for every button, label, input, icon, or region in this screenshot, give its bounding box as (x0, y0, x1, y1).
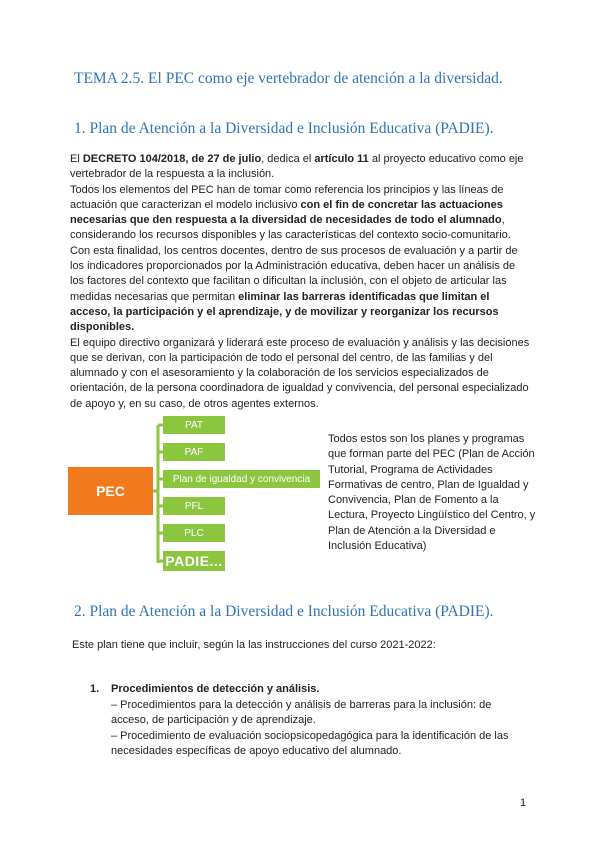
plan-box-igualdad: Plan de igualdad y convivencia (163, 470, 320, 488)
page-number: 1 (520, 797, 527, 809)
plan-box-padie: PADIE... (163, 551, 225, 571)
text-run: , considerando los recursos disponibles y las características del contexto socio-comunitario. Con esta finalidad, los centros docentes, dentro de sus procesos de evaluación y a partir de los indicadores proporcionados por la Administración educativa, deben hacer un análisis de los factores del contexto que facilitan o dificultan la inclusión, con el objeto de articular las medidas necesarias que permitan (70, 214, 518, 303)
plan-box-paf: PAF (163, 443, 225, 461)
list-item: – Procedimientos para la detección y análisis de barreras para la inclusión: de acceso, de participación y de aprendizaje. (111, 699, 492, 727)
list-heading: Procedimientos de detección y análisis. (111, 683, 320, 695)
bold-run: eliminar las barreras identificadas que limitan el acceso, la participación y el aprendizaje, y de movilizar y reorganizar los recursos disponibles. (70, 290, 499, 334)
plan-box-pat: PAT (163, 416, 225, 434)
section-1-heading: 1. Plan de Atención a la Diversidad e Inclusión Educativa (PADIE). (74, 120, 494, 137)
bold-run: con el fin de concretar las actuaciones necesarias que den respuesta a la diversidad de necesidades de todo el alumnado (70, 198, 503, 227)
section-2-heading: 2. Plan de Atención a la Diversidad e Inclusión Educativa (PADIE). (74, 603, 494, 620)
text-run: al proyecto educativo como eje vertebrador de la respuesta a la inclusión. (70, 153, 524, 181)
list-number: 1. (90, 683, 100, 695)
text-run: Todos los elementos del PEC han de tomar como referencia los principios y las líneas de actuación que caracterizan el modelo inclusivo (70, 183, 504, 211)
pec-box: PEC (68, 467, 153, 515)
list-item: – Procedimiento de evaluación sociopsicopedagógica para la identificación de las necesidades específicas de apoyo educativo del alumnado. (111, 729, 509, 757)
bold-run: DECRETO 104/2018, de 27 de julio (82, 153, 262, 165)
diagram-description: Todos estos son los planes y programas que forman parte del PEC (Plan de Acción Tutorial, Programa de Actividades Formativas de centro, Plan de Igualdad y Convivencia, Plan de Fomento a la Lectura, Proyecto Lingüístico del Centro, y Plan de Atención a la Diversidad e Inclusión Educativa) (328, 433, 536, 553)
text-run: , dedica el (261, 153, 315, 165)
list-items (111, 698, 531, 759)
paragraph-equipo: El equipo directivo organizará y liderará este proceso de evaluación y análisis y las decisiones que se derivan, con la participación de todo el personal del centro, de las familias y del alumnado y con el asesoramiento y la colaboración de los servicios especializados de orientación, de la persona coordinadora de igualdad y convivencia, del personal especializado de apoyo y, en su caso, de otros agentes externos. (70, 336, 530, 410)
section-2-intro: Este plan tiene que incluir, según la las instrucciones del curso 2021-2022: (72, 639, 436, 651)
plan-box-pfl: PFL (163, 497, 225, 515)
bold-run: artículo 11 (314, 153, 369, 165)
page-title: TEMA 2.5. El PEC como eje vertebrador de atención a la diversidad. (74, 70, 503, 87)
text-run: El (70, 153, 83, 165)
plan-box-plc: PLC (163, 524, 225, 542)
